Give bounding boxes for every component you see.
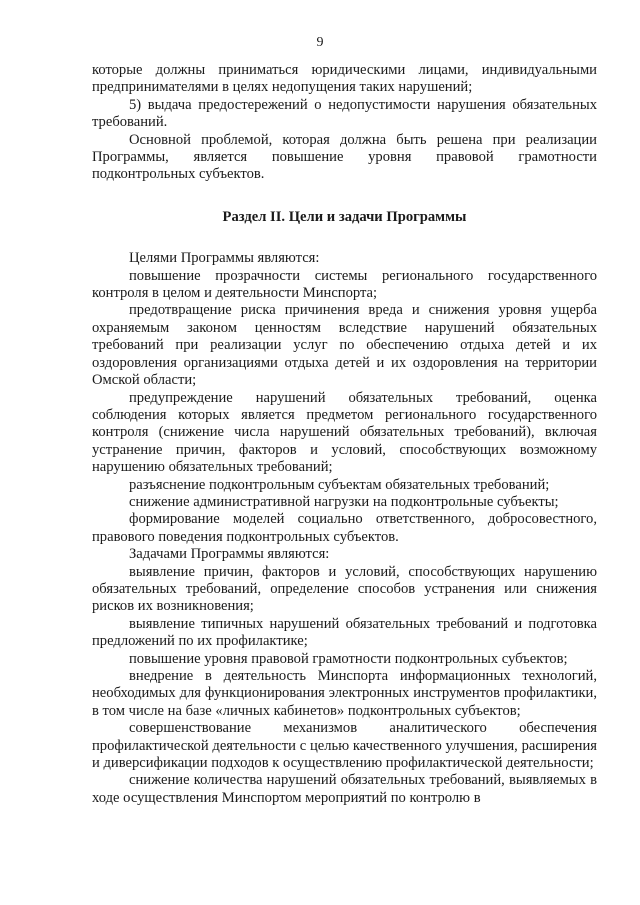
paragraph: снижение количества нарушений обязательных требований, выявляемых в ходе осуществления Минспортом мероприятий по контролю в [92,772,597,806]
paragraph: разъяснение подконтрольным субъектам обязательных требований; [129,476,550,493]
paragraph: предотвращение риска причинения вреда и снижения уровня ущерба охраняемым законом ценностям вследствие нарушений обязательных требований при реализации услуг по обеспечению отдыха детей и их оздоровления организациями отдыха детей и их оздоровления на территории Омской области; [92,302,597,389]
page-number: 9 [316,35,324,50]
paragraph: которые должны приниматься юридическими лицами, индивидуальными предпринимателями в целях недопущения таких нарушений; [92,62,597,96]
document-body [92,62,597,807]
paragraph: Задачами Программы являются: [129,546,330,563]
paragraph: Основной проблемой, которая должна быть решена при реализации Программы, является повышение уровня правовой грамотности подконтрольных субъектов. [92,131,597,183]
paragraph: выявление причин, факторов и условий, способствующих нарушению обязательных требований, определение способов устранения или снижения рисков их возникновения; [92,563,597,615]
paragraph: снижение административной нагрузки на подконтрольные субъекты; [129,493,559,510]
paragraph: Целями Программы являются: [129,250,320,267]
paragraph: повышение уровня правовой грамотности подконтрольных субъектов; [129,650,568,667]
paragraph: повышение прозрачности системы регионального государственного контроля в целом и деятельности Минспорта; [92,267,597,302]
paragraph: предупреждение нарушений обязательных требований, оценка соблюдения которых является предметом регионального государственного контроля (снижение числа нарушений обязательных требований), включая устранение причин, факторов и условий, способствующих возможному нарушению обязательных требований; [92,389,597,476]
paragraph: формирование моделей социально ответственного, добросовестного, правового поведения подконтрольных субъектов. [92,511,597,545]
paragraph: внедрение в деятельность Минспорта информационных технологий, необходимых для функционирования электронных инструментов профилактики, в том числе на базе «личных кабинетов» подконтрольных субъектов; [92,668,597,719]
paragraph: 5) выдача предостережений о недопустимости нарушения обязательных требований. [92,96,597,131]
paragraph: совершенствование механизмов аналитического обеспечения профилактической деятельности с целью качественного улучшения, расширения и диверсификации подходов к осуществлению профилактической деятельности; [92,720,597,772]
paragraph: выявление типичных нарушений обязательных требований и подготовка предложений по их профилактике; [92,615,597,650]
section-heading: Раздел II. Цели и задачи Программы [222,208,467,225]
